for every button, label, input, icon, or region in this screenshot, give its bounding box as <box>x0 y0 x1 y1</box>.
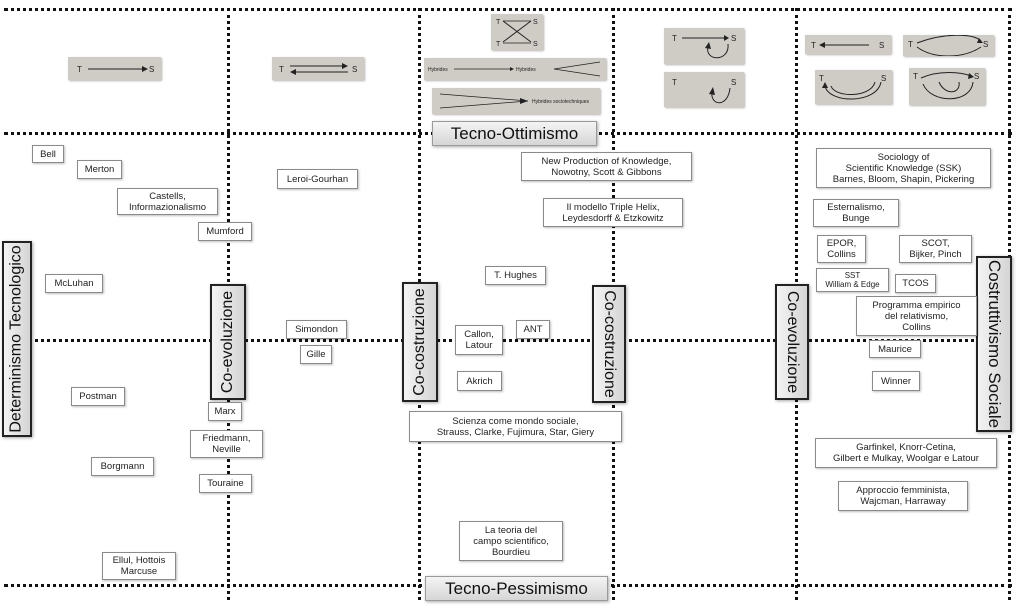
author-box-merton: Merton <box>77 160 122 179</box>
author-box-castells: Castells, Informazionalismo <box>117 188 218 215</box>
diagram-loop-back <box>664 72 744 107</box>
costruttivismo-sociale-label: Costruttivismo Sociale <box>985 259 1005 429</box>
author-box-leroi-gourhan: Leroi-Gourhan <box>277 169 358 189</box>
diagram-bidirectional <box>272 57 364 80</box>
author-box-bell: Bell <box>32 145 64 163</box>
svg-text:T: T <box>672 34 677 43</box>
diagram-s-label: S <box>149 65 155 74</box>
svg-text:T: T <box>913 72 918 81</box>
svg-text:T: T <box>672 78 677 87</box>
author-box-akrich: Akrich <box>457 371 502 391</box>
author-box-ant: ANT <box>516 320 550 339</box>
svg-text:S: S <box>881 74 887 83</box>
author-box-teoria-campo: La teoria del campo scientifico, Bourdieu <box>459 521 563 561</box>
diagram-hybrides-label: Hybrides <box>428 67 448 73</box>
diagram-t-label: T <box>279 65 284 74</box>
co-costruzione-left-banner <box>402 282 438 402</box>
co-evoluzione-right-banner <box>775 284 809 400</box>
author-box-marx: Marx <box>208 402 242 421</box>
tecno-pessimismo-banner: Tecno-Pessimismo <box>425 576 608 601</box>
co-evoluzione-right-label: Co-evoluzione <box>784 290 801 394</box>
author-box-borgmann: Borgmann <box>91 457 154 476</box>
diagram-curve-ts <box>903 35 994 56</box>
author-box-sst: SST William & Edge <box>816 268 889 292</box>
determinismo-tecnologico-label: Determinismo Tecnologico <box>8 245 25 433</box>
co-costruzione-right-banner <box>592 285 626 403</box>
author-box-esternalismo: Esternalismo, Bunge <box>813 199 899 227</box>
diagram-crossed-arrows <box>491 14 543 50</box>
horizontal-axis-line <box>4 339 1012 342</box>
author-box-ssk: Sociology of Scientific Knowledge (SSK) Barnes, Bloom, Shapin, Pickering <box>816 148 991 188</box>
costruttivismo-sociale-banner <box>976 256 1012 432</box>
svg-text:T: T <box>811 41 816 50</box>
author-box-maurice: Maurice <box>869 340 921 358</box>
svg-text:S: S <box>983 40 989 49</box>
top-border-line <box>4 8 1012 11</box>
author-box-scienza-mondo-sociale: Scienza come mondo sociale, Strauss, Clarke, Fujimura, Star, Giery <box>409 411 622 442</box>
co-costruzione-right-label: Co-costruzione <box>601 290 619 398</box>
diagram-complex-loop <box>909 68 985 105</box>
author-box-gille: Gille <box>300 345 332 364</box>
svg-text:T: T <box>496 41 501 48</box>
author-box-programma-empirico: Programma empirico del relativismo, Collins <box>856 296 977 336</box>
author-box-simondon: Simondon <box>286 320 347 339</box>
svg-text:S: S <box>731 78 737 87</box>
author-box-postman: Postman <box>71 387 125 406</box>
svg-text:T: T <box>496 19 501 26</box>
author-box-mumford: Mumford <box>198 222 252 241</box>
diagram-t-to-s <box>68 57 161 80</box>
author-box-tcos: TCOS <box>895 274 936 293</box>
diagram-s-to-t <box>805 35 891 54</box>
svg-text:S: S <box>533 19 538 26</box>
author-box-approccio-femminista: Approccio femminista, Wajcman, Harraway <box>838 481 968 511</box>
svg-text:S: S <box>974 72 980 81</box>
diagram-loop-ts <box>664 28 744 64</box>
svg-text:S: S <box>879 41 885 50</box>
diagram-hybrides <box>424 58 606 80</box>
author-box-friedmann: Friedmann, Neville <box>190 430 263 458</box>
author-box-garfinkel: Garfinkel, Knorr-Cetina, Gilbert e Mulkay, Woolgar e Latour <box>815 438 997 468</box>
tecno-ottimismo-banner: Tecno-Ottimismo <box>432 121 597 146</box>
diagram-hybrides-sociotechniques-label: Hybrides sociotechniques <box>532 99 589 105</box>
svg-text:S: S <box>533 41 538 48</box>
author-box-mcluhan: McLuhan <box>45 274 103 293</box>
svg-text:T: T <box>908 40 913 49</box>
co-evoluzione-left-label: Co-evoluzione <box>219 290 236 394</box>
author-box-new-production: New Production of Knowledge, Nowotny, Scott & Gibbons <box>521 152 692 181</box>
diagram-t-label: T <box>77 65 82 74</box>
author-box-scot: SCOT, Bijker, Pinch <box>899 235 972 263</box>
svg-text:T: T <box>819 74 824 83</box>
author-box-epor: EPOR, Collins <box>817 235 866 263</box>
svg-text:Hybrides: Hybrides <box>516 67 536 73</box>
author-box-hughes: T. Hughes <box>485 266 546 285</box>
svg-text:S: S <box>731 34 737 43</box>
author-box-winner: Winner <box>872 371 920 391</box>
diagram-double-loop <box>815 70 892 104</box>
author-box-ellul: Ellul, Hottois Marcuse <box>102 552 176 580</box>
author-box-callon-latour: Callon, Latour <box>455 325 503 355</box>
determinismo-tecnologico-banner <box>2 241 32 437</box>
co-evoluzione-left-banner <box>210 284 246 400</box>
author-box-triple-helix: Il modello Triple Helix, Leydesdorff & Etzkowitz <box>543 198 683 227</box>
diagram-hybrides-sociotechniques <box>432 88 600 114</box>
diagram-s-label: S <box>352 65 358 74</box>
co-costruzione-left-label: Co-costruzione <box>411 288 429 396</box>
author-box-touraine: Touraine <box>199 474 252 493</box>
